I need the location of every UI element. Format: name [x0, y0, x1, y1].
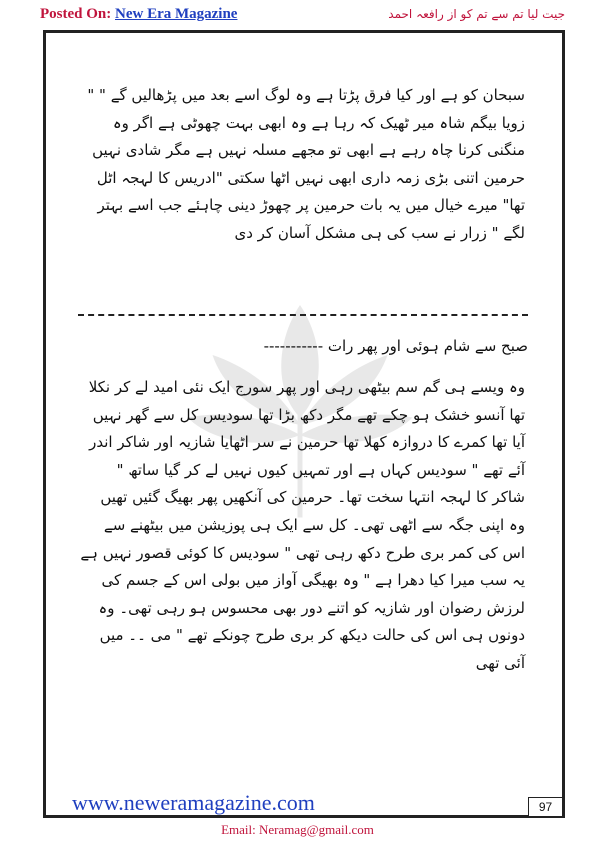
page-number: 97	[528, 797, 563, 817]
story-title: جیت لیا تم سے تم کو از رافعہ احمد	[388, 7, 565, 21]
page-header	[40, 6, 565, 24]
email-address[interactable]: Email: Neramag@gmail.com	[221, 822, 374, 837]
paragraph-2: وہ ویسے ہی گم سم بیٹھی رہی اور پھر سورج ایک نئی امید لے کر نکلا تھا آنسو خشک ہو چکے تھے مگر دکھ بڑا تھا سودیس کل سے گھر نہیں آیا تھا کمرے کا دروازہ کھلا تھا حرمین نے سر اٹھایا شازیہ اور شاکر اندر آئے تھے " سودیس کہاں ہے اور تمہیں کیوں نہیں لے کر گیا ساتھ " شاکر کا لہجہ انتہا سخت تھا۔ حرمین کی آنکھیں پھر بھیگ گئیں تھیں وہ اپنی جگہ سے اٹھی تھی۔ کل سے ایک ہی پوزیشن میں بیٹھنے سے اس کی کمر بری طرح دکھ رہی تھی " سودیس کا کوئی قصور نہیں ہے یہ سب میرا کیا دھرا ہے " وہ بھیگی آواز میں بولی اس کے جسم کی لرزش رضوان اور شازیہ کو اتنے دور بھی محسوس ہو رہی تھی۔ وہ دونوں ہی اس کی حالت دیکھ کر بری طرح چونکے تھے " می ۔۔ میں آئی تھی	[80, 378, 525, 672]
posted-label: Posted On:	[40, 6, 112, 22]
posted-on	[40, 6, 237, 23]
magazine-link[interactable]: New Era Magazine	[115, 6, 238, 22]
paragraph-1: سبحان کو ہے اور کیا فرق پڑتا ہے وہ لوگ اسے بعد میں پڑھالیں گے " " زویا بیگم شاہ میر ٹھیک کہ رہا ہے وہ ابھی بہت چھوٹی ہے اگر وہ منگنی کرنا چاہ رہے ہے ابھی تو مجھے مسلہ نہیں ہے مگر شادی نہیں حرمین اتنی بڑی زمہ داری ابھی نہیں اٹھا سکتی "ادریس کا لہجہ اٹل تھا" میرے خیال میں یہ بات حرمین پر چھوڑ دینی چاہئے جب اسے بہتر لگے " زرار نے سب کی ہی مشکل آسان کر دی	[87, 86, 525, 242]
section-divider	[78, 302, 528, 316]
scene-break-text: صبح سے شام ہوئی اور پھر رات	[327, 337, 528, 355]
website-link[interactable]: www.neweramagazine.com	[72, 790, 315, 815]
scene-break	[78, 337, 528, 355]
scene-break-dashes: -----------	[263, 337, 324, 355]
